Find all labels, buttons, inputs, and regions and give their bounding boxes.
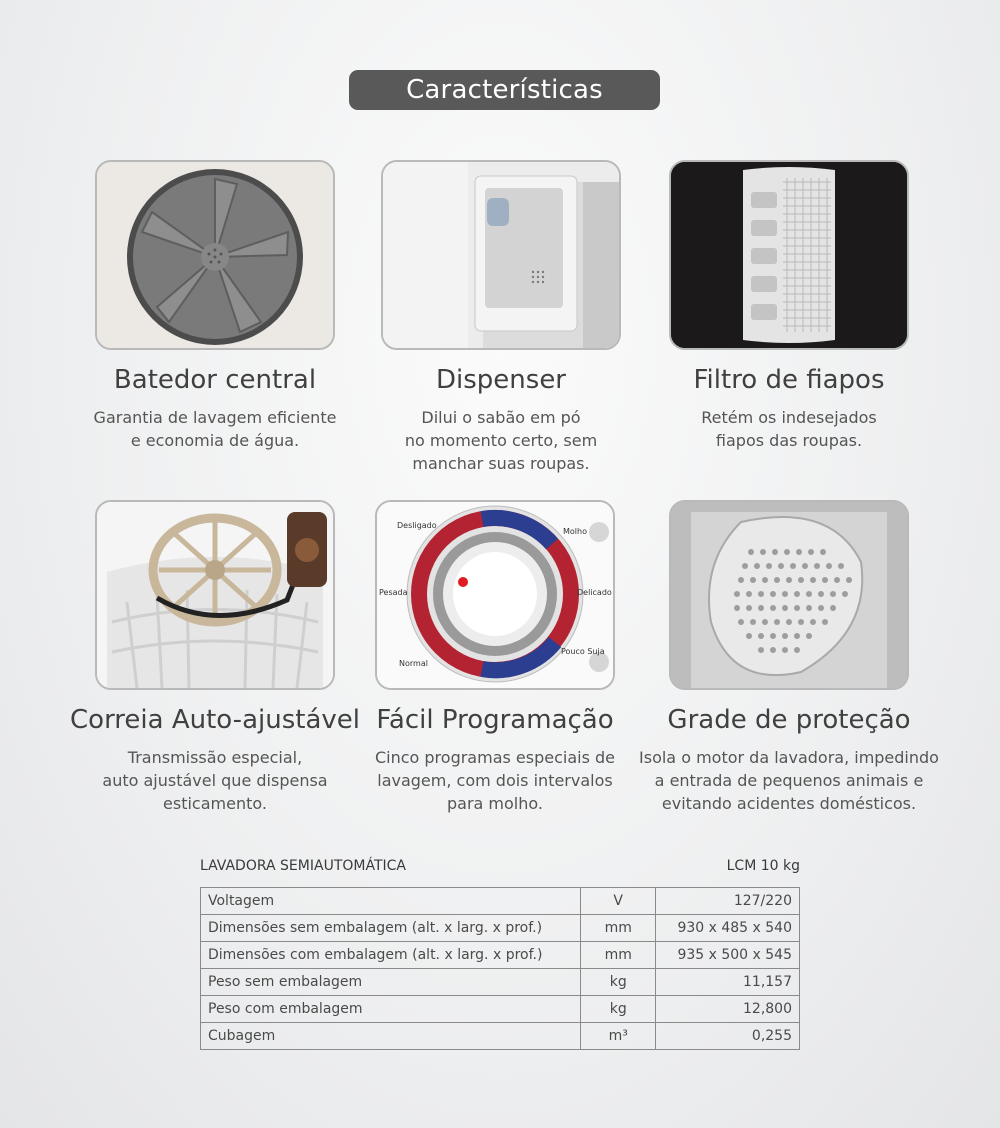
spec-value: 12,800 <box>656 996 800 1023</box>
feature-card-dispenser <box>381 160 621 473</box>
spec-name: Dimensões com embalagem (alt. x larg. x prof.) <box>201 942 581 969</box>
feature-card-lint-filter <box>669 160 909 450</box>
spec-name: Peso com embalagem <box>201 996 581 1023</box>
section-title: Características <box>349 70 660 110</box>
spec-value: 935 x 500 x 545 <box>656 942 800 969</box>
feature-description: Transmissão especial, auto ajustável que dispensa esticamento. <box>102 748 328 813</box>
spec-name: Voltagem <box>201 888 581 915</box>
spec-unit: mm <box>581 942 656 969</box>
dial-label-off: Desligado <box>397 521 437 530</box>
table-row <box>201 942 800 969</box>
feature-title: Filtro de fiapos <box>693 365 885 395</box>
feature-card-programming <box>374 500 616 813</box>
dial-label-soak: Molho <box>563 527 587 536</box>
spec-unit: kg <box>581 969 656 996</box>
spec-header <box>200 858 800 880</box>
feature-title: Grade de proteção <box>667 705 911 735</box>
feature-card-agitator <box>93 160 337 450</box>
dispenser-image <box>381 160 621 350</box>
feature-title: Fácil Programação <box>376 705 614 735</box>
product-label: LAVADORA SEMIAUTOMÁTICA <box>200 858 406 874</box>
dial-label-heavy: Pesada <box>379 588 408 597</box>
dial-label-normal: Normal <box>399 659 428 668</box>
spec-unit: mm <box>581 915 656 942</box>
program-dial-image <box>375 500 615 690</box>
dial-label-delicate: Delicado <box>577 588 612 597</box>
feature-card-protection-grid <box>639 500 939 813</box>
model-label: LCM 10 kg <box>726 858 800 874</box>
table-row <box>201 969 800 996</box>
feature-description: Garantia de lavagem eficiente e economia de água. <box>93 408 337 450</box>
spec-value: 0,255 <box>656 1023 800 1050</box>
spec-value: 127/220 <box>656 888 800 915</box>
table-row <box>201 888 800 915</box>
feature-description: Dilui o sabão em pó no momento certo, sem manchar suas roupas. <box>404 408 598 473</box>
belt-pulley-image <box>95 500 335 690</box>
spec-unit: V <box>581 888 656 915</box>
feature-description: Retém os indesejados fiapos das roupas. <box>701 408 877 450</box>
spec-value: 11,157 <box>656 969 800 996</box>
dial-label-light-dirt: Pouco Suja <box>561 647 605 656</box>
spec-unit: kg <box>581 996 656 1023</box>
lint-filter-image <box>669 160 909 350</box>
spec-name: Cubagem <box>201 1023 581 1050</box>
table-row <box>201 915 800 942</box>
agitator-image <box>95 160 335 350</box>
spec-name: Dimensões sem embalagem (alt. x larg. x prof.) <box>201 915 581 942</box>
feature-title: Batedor central <box>113 365 317 395</box>
spec-value: 930 x 485 x 540 <box>656 915 800 942</box>
feature-title: Dispenser <box>436 365 566 395</box>
feature-title: Correia Auto-ajustável <box>70 705 360 735</box>
spec-name: Peso sem embalagem <box>201 969 581 996</box>
protection-grid-image <box>669 500 909 690</box>
feature-description: Isola o motor da lavadora, impedindo a entrada de pequenos animais e evitando acidentes domésticos. <box>639 748 939 813</box>
spec-unit: m³ <box>581 1023 656 1050</box>
feature-card-belt <box>70 500 360 813</box>
spec-table <box>200 887 800 1050</box>
feature-description: Cinco programas especiais de lavagem, com dois intervalos para molho. <box>374 748 616 813</box>
table-row <box>201 1023 800 1050</box>
table-row <box>201 996 800 1023</box>
